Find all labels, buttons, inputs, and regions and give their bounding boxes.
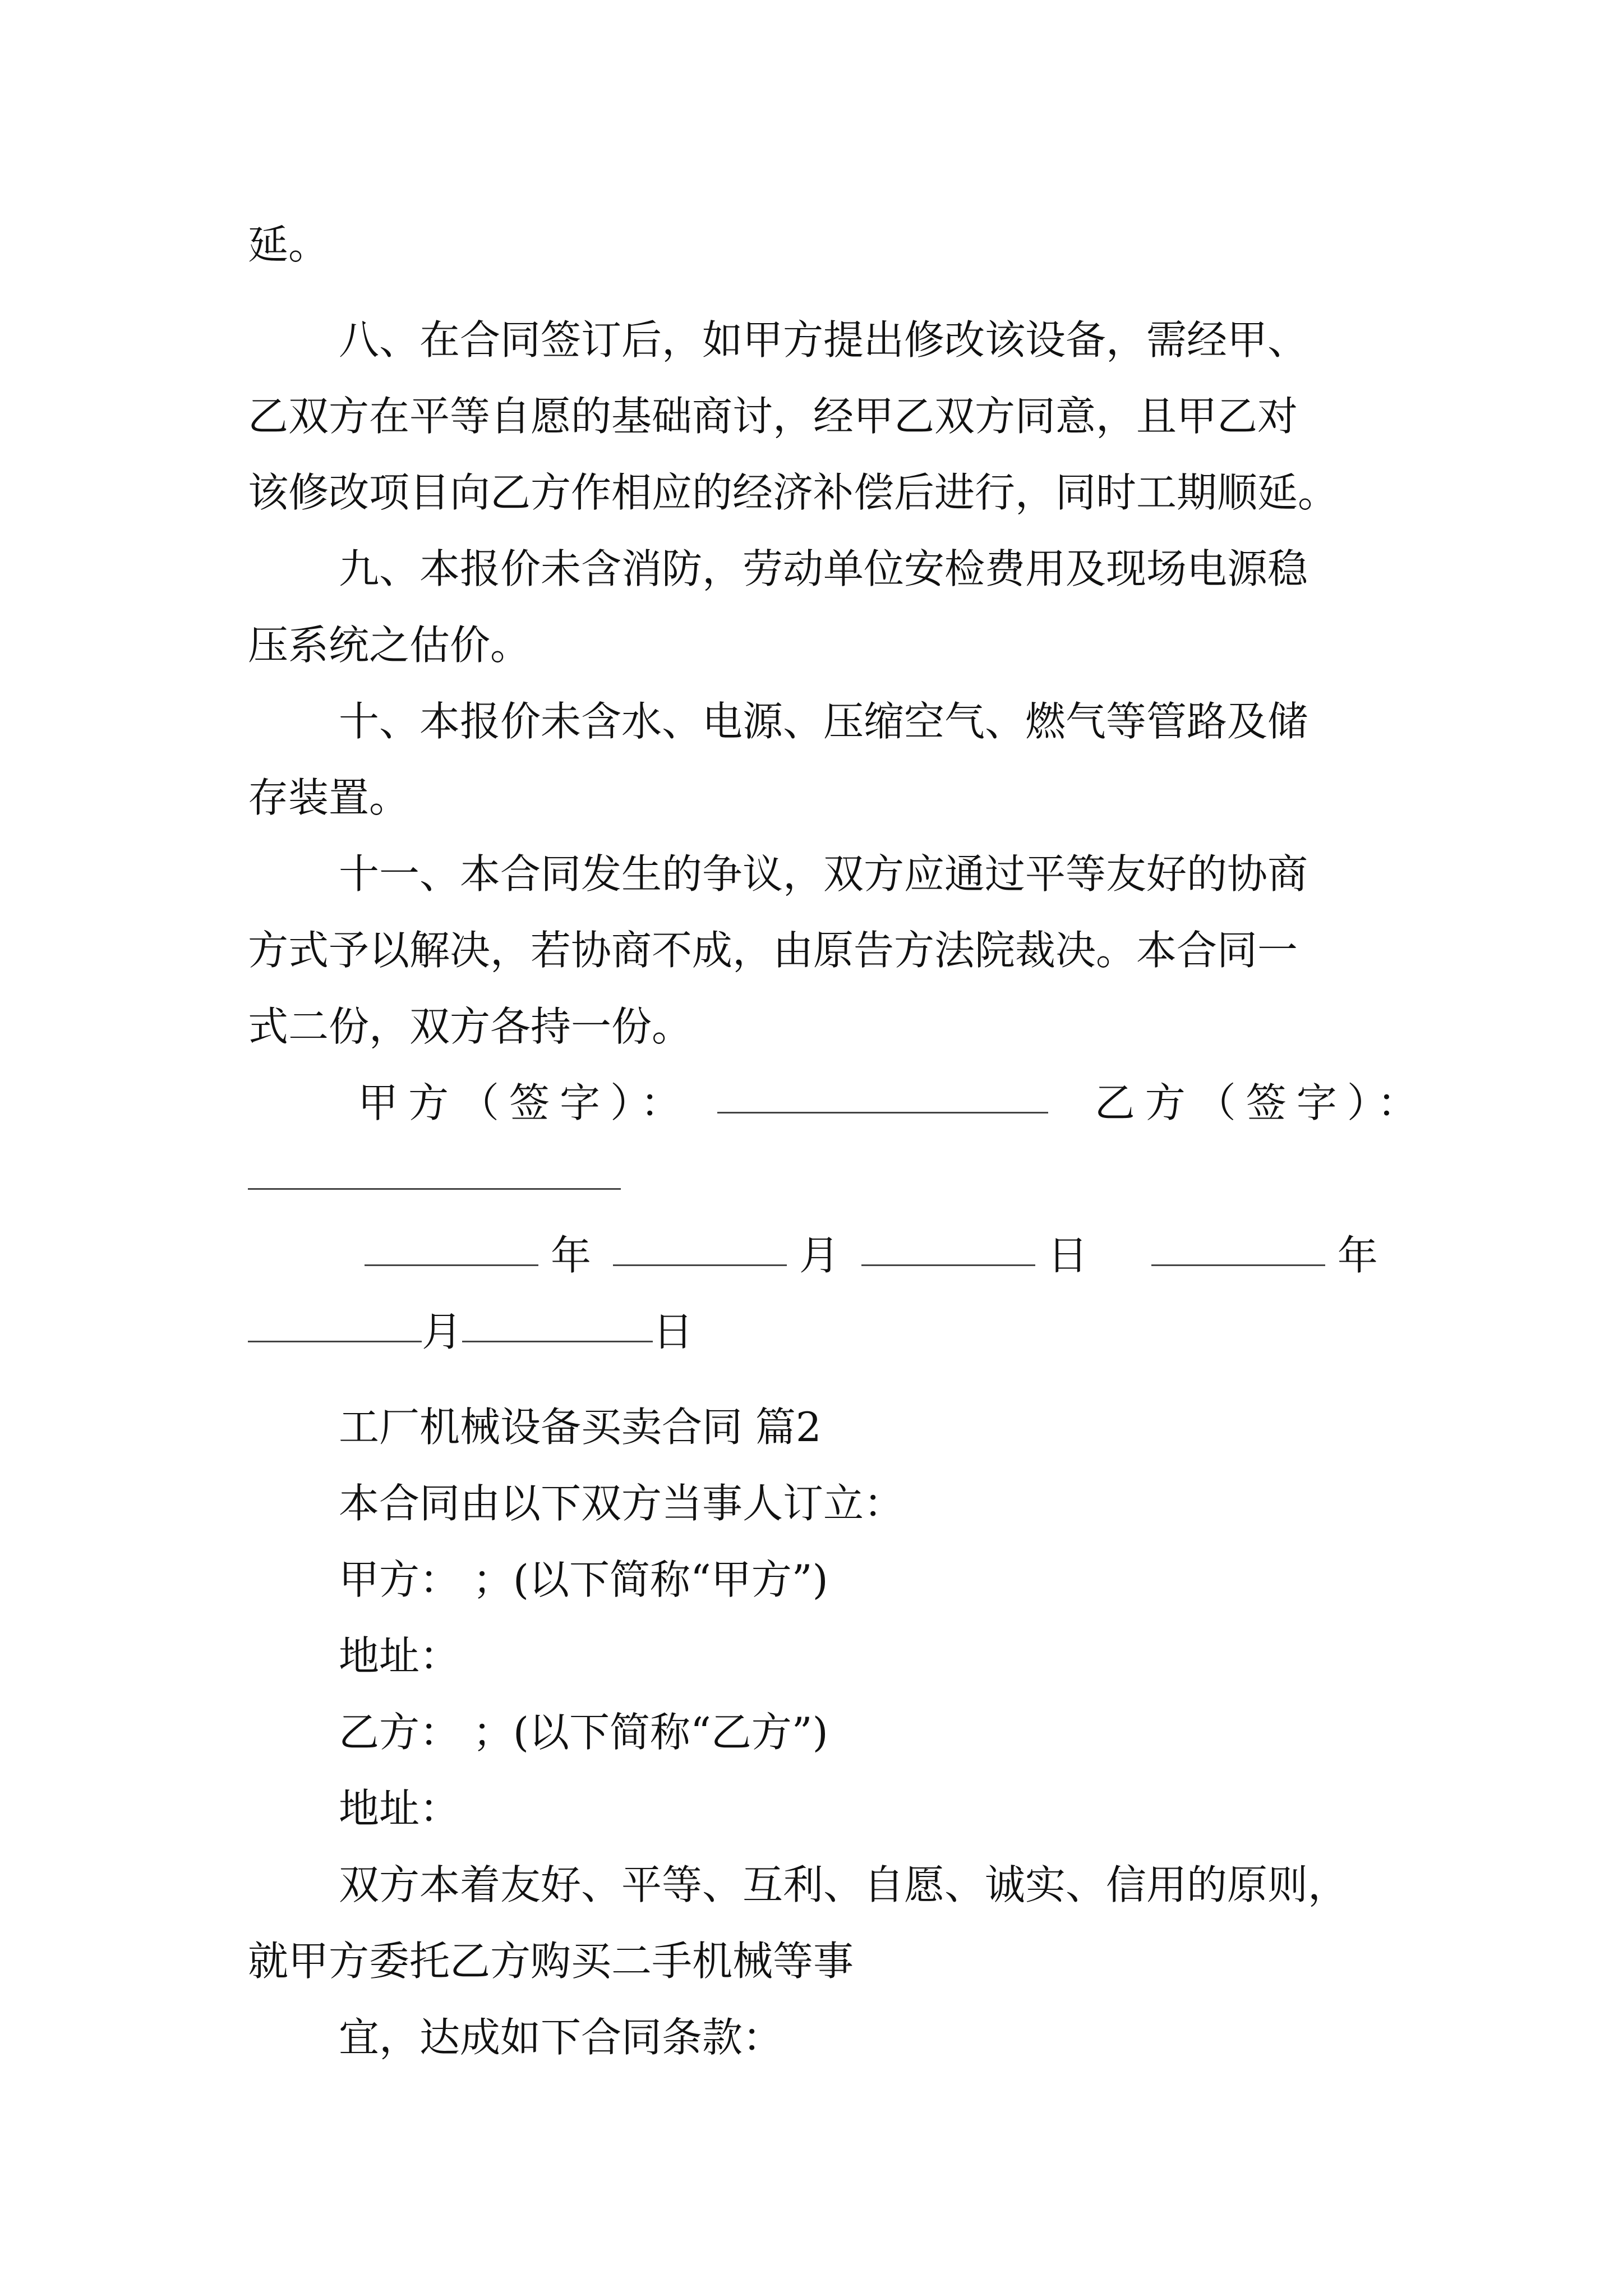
clause-nine: 九、本报价未含消防，劳动单位安检费用及现场电源稳 <box>339 545 1308 592</box>
principle-line: 就甲方委托乙方购买二手机械等事 <box>248 1938 854 1985</box>
clause-eleven: 十一、本合同发生的争议，双方应通过平等友好的协商 <box>339 850 1308 898</box>
paragraph-line: 式二份，双方各持一份。 <box>248 1003 693 1050</box>
paragraph-line: 方式予以解决，若协商不成，由原告方法院裁决。本合同一 <box>248 927 1298 974</box>
party-a-line: 甲方： ；(以下简称“甲方”) <box>339 1556 828 1603</box>
day-label: 日 <box>1047 1232 1088 1279</box>
party-b-address: 地址： <box>339 1785 460 1832</box>
party-a-month-blank[interactable] <box>613 1264 787 1266</box>
year-label: 年 <box>1337 1232 1378 1279</box>
party-a-year-blank[interactable] <box>365 1264 538 1266</box>
paragraph-line: 压系统之估价。 <box>248 622 531 669</box>
document-body <box>248 206 1428 2076</box>
paragraph-line: 延。 <box>248 221 329 268</box>
signature-row <box>248 1065 1428 1141</box>
paragraph-line: 该修改项目向乙方作相应的经济补偿后进行，同时工期顺延。 <box>248 469 1339 516</box>
year-label: 年 <box>551 1232 592 1279</box>
paragraph-line: 存装置。 <box>248 774 410 821</box>
date-row-continued <box>248 1294 1398 1370</box>
party-a-day-blank[interactable] <box>861 1264 1035 1266</box>
party-b-year-blank[interactable] <box>1151 1264 1325 1266</box>
principle-line: 宜，达成如下合同条款： <box>339 2014 783 2061</box>
party-a-signature-line[interactable] <box>717 1112 1048 1114</box>
month-label: 月 <box>799 1232 840 1279</box>
party-a-signature-label: 甲方（签字）： <box>358 1079 691 1126</box>
party-b-signature-row <box>248 1141 1398 1217</box>
party-b-signature-line[interactable] <box>248 1188 621 1190</box>
day-label: 日 <box>653 1308 694 1355</box>
party-b-line: 乙方： ；(以下简称“乙方”) <box>339 1709 828 1756</box>
date-row <box>248 1217 1398 1294</box>
party-b-day-blank[interactable] <box>462 1341 653 1342</box>
principle-line: 双方本着友好、平等、互利、自愿、诚实、信用的原则， <box>339 1861 1349 1908</box>
contract-intro: 本合同由以下双方当事人订立： <box>339 1480 905 1527</box>
section-heading: 工厂机械设备买卖合同 篇2 <box>339 1404 822 1451</box>
party-b-month-blank[interactable] <box>248 1341 422 1342</box>
clause-ten: 十、本报价未含水、电源、压缩空气、燃气等管路及储 <box>339 698 1308 745</box>
party-a-address: 地址： <box>339 1632 460 1680</box>
paragraph-line: 乙双方在平等自愿的基础商讨，经甲乙双方同意，且甲乙对 <box>248 393 1298 440</box>
month-label: 月 <box>422 1308 463 1355</box>
clause-eight: 八、在合同签订后，如甲方提出修改该设备，需经甲、 <box>339 316 1308 364</box>
party-b-signature-label: 乙方（签字）： <box>1094 1079 1428 1126</box>
